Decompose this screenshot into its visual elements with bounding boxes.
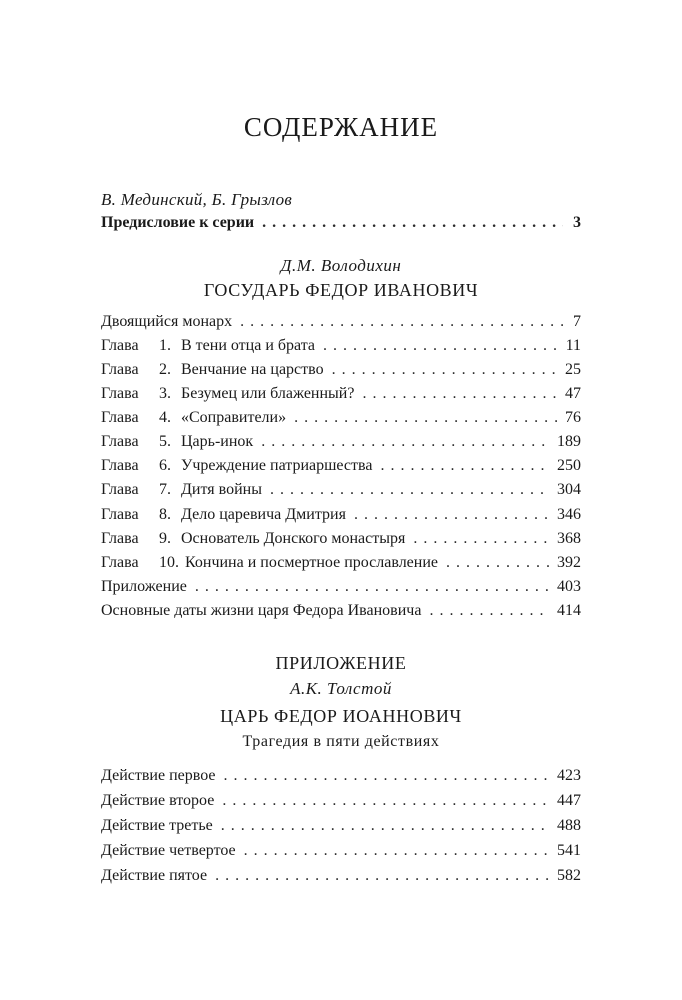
part2-subtitle: Трагедия в пяти действиях — [242, 733, 440, 750]
chapter-number: 5. — [159, 433, 171, 450]
entry-page: 447 — [557, 792, 581, 809]
part2-title: ЦАРЬ ФЕДОР ИОАННОВИЧ — [220, 706, 462, 726]
leader-dots — [270, 481, 549, 499]
toc-entry[interactable] — [101, 554, 581, 576]
leader-dots — [262, 214, 563, 232]
toc-entry[interactable] — [101, 792, 581, 814]
entry-text: В тени отца и брата — [181, 337, 316, 354]
chapter-number: 4. — [159, 409, 171, 426]
entry-text: Кончина и посмертное прославление — [185, 554, 439, 571]
leader-dots — [429, 602, 549, 620]
toc-entry[interactable] — [101, 506, 581, 528]
entry-text: «Соправители» — [181, 409, 287, 426]
chapter-prefix: Глава — [101, 506, 139, 523]
leader-dots — [323, 337, 558, 355]
entry-text: Безумец или блаженный? — [181, 385, 355, 402]
leader-dots — [332, 361, 557, 379]
entry-page: 47 — [565, 385, 581, 402]
leader-dots — [221, 817, 549, 835]
entry-page: 423 — [557, 767, 581, 784]
leader-dots — [240, 313, 563, 331]
toc-entry[interactable] — [101, 867, 581, 889]
leader-dots — [294, 409, 557, 427]
entry-page: 541 — [557, 842, 581, 859]
chapter-prefix: Глава — [101, 361, 139, 378]
toc-entry[interactable] — [101, 481, 581, 503]
entry-text: Действие первое — [101, 767, 216, 784]
chapter-prefix: Глава — [101, 530, 139, 547]
chapter-number: 3. — [159, 385, 171, 402]
leader-dots — [261, 433, 549, 451]
toc-entry[interactable] — [101, 337, 581, 359]
entry-text: Действие третье — [101, 817, 213, 834]
entry-text: Дело царевича Дмитрия — [181, 506, 346, 523]
chapter-prefix: Глава — [101, 554, 139, 571]
entry-text: Действие второе — [101, 792, 215, 809]
leader-dots — [380, 457, 549, 475]
part1-title: ГОСУДАРЬ ФЕДОР ИВАНОВИЧ — [203, 280, 479, 300]
chapter-number: 2. — [159, 361, 171, 378]
toc-entry-preface[interactable] — [101, 214, 581, 236]
chapter-prefix: Глава — [101, 433, 139, 450]
entry-page: 250 — [557, 457, 581, 474]
entry-page: 392 — [557, 554, 581, 571]
chapter-number: 9. — [159, 530, 171, 547]
entry-text: Двоящийся монарх — [101, 313, 233, 330]
entry-page: 414 — [557, 602, 581, 619]
preface-author: В. Мединский, Б. Грызлов — [101, 190, 293, 209]
entry-page: 76 — [565, 409, 581, 426]
entry-text: Основатель Донского монастыря — [181, 530, 406, 547]
toc-entry[interactable] — [101, 842, 581, 864]
entry-text: Основные даты жизни царя Федора Ивановича — [101, 602, 422, 619]
entry-page: 582 — [557, 867, 581, 884]
chapter-prefix: Глава — [101, 337, 139, 354]
part2-heading: ПРИЛОЖЕНИЕ — [275, 653, 407, 673]
entry-text: Действие пятое — [101, 867, 208, 884]
chapter-prefix: Глава — [101, 457, 139, 474]
entry-page: 11 — [565, 337, 581, 354]
chapter-number: 7. — [159, 481, 171, 498]
entry-text: Дитя войны — [181, 481, 262, 498]
toc-entry[interactable] — [101, 817, 581, 839]
entry-text: Учреждение патриаршества — [181, 457, 373, 474]
leader-dots — [354, 506, 549, 524]
toc-entry[interactable] — [101, 409, 581, 431]
leader-dots — [446, 554, 549, 572]
toc-entry[interactable] — [101, 530, 581, 552]
entry-page: 3 — [573, 214, 581, 231]
chapter-number: 6. — [159, 457, 171, 474]
leader-dots — [413, 530, 549, 548]
entry-page: 346 — [557, 506, 581, 523]
chapter-prefix: Глава — [101, 481, 139, 498]
entry-page: 304 — [557, 481, 581, 498]
toc-entry[interactable] — [101, 578, 581, 600]
toc-entry[interactable] — [101, 433, 581, 455]
entry-page: 189 — [557, 433, 581, 450]
leader-dots — [244, 842, 549, 860]
chapter-number: 8. — [159, 506, 171, 523]
chapter-prefix: Глава — [101, 409, 139, 426]
toc-entry[interactable] — [101, 602, 581, 624]
leader-dots — [224, 767, 550, 785]
entry-text: Царь-инок — [181, 433, 254, 450]
chapter-prefix: Глава — [101, 385, 139, 402]
page-title: СОДЕРЖАНИЕ — [243, 112, 439, 142]
chapter-number: 1. — [159, 337, 171, 354]
leader-dots — [362, 385, 557, 403]
entry-page: 368 — [557, 530, 581, 547]
toc-entry[interactable] — [101, 767, 581, 789]
toc-entry[interactable] — [101, 313, 581, 335]
entry-page: 488 — [557, 817, 581, 834]
entry-text: Венчание на царство — [181, 361, 324, 378]
entry-text: Приложение — [101, 578, 187, 595]
leader-dots — [195, 578, 549, 596]
toc-entry[interactable] — [101, 385, 581, 407]
leader-dots — [215, 867, 549, 885]
toc-entry[interactable] — [101, 457, 581, 479]
entry-text: Предисловие к серии — [101, 214, 255, 231]
entry-text: Действие четвертое — [101, 842, 236, 859]
entry-page: 403 — [557, 578, 581, 595]
chapter-number: 10. — [159, 554, 179, 571]
entry-page: 25 — [565, 361, 581, 378]
part2-author: А.К. Толстой — [290, 679, 392, 698]
part1-author: Д.М. Володихин — [280, 256, 402, 275]
leader-dots — [222, 792, 549, 810]
toc-entry[interactable] — [101, 361, 581, 383]
entry-page: 7 — [573, 313, 581, 330]
